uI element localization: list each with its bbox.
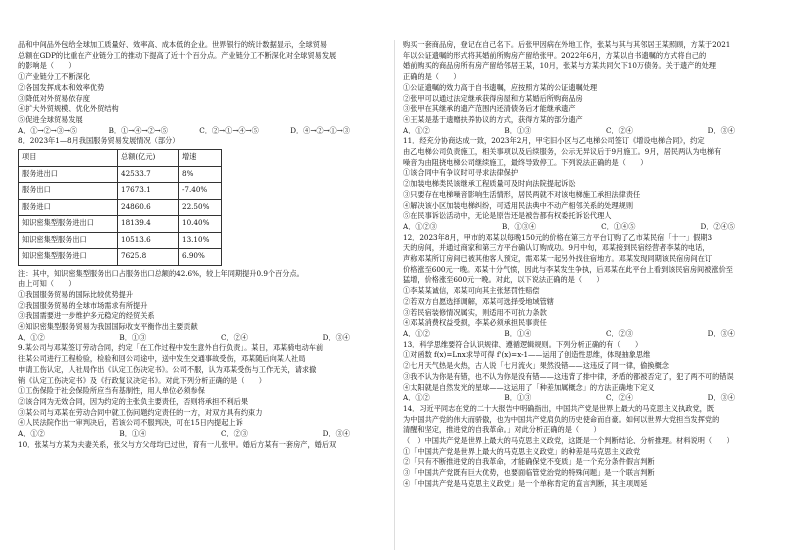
table-cell: 服务进出口 [19,166,118,183]
q7-item: ⑤促进全球贸易发展 [18,114,83,124]
q7-item: ②各国发挥成本和效率优势 [18,82,105,92]
table-header-row [19,150,222,167]
q10-line: 年以公证遗嘱的形式将其婚前所购房产留给张甲。2022年6月，方某以自书遗嘱的方式将自己的 [403,50,707,60]
q14-line: ②「只有不断推进党的自我革命，才能确保党不变质」是一个充分条件假言判断 [403,457,655,467]
q14-line: 为中国共产党的伟大而骄傲，也为中国共产党肩负的历史使命而自豪。如何以世界大党担当发挥党的 [403,414,720,424]
option-b: B．①④ [119,429,147,439]
q11-line: ④解决该小区加装电梯纠纷，可适用民法典中不动产相邻关系的处理规则 [403,200,634,210]
q10-line: ④王某是基于遗赠扶养协议的方式，获得方某的部分遗产 [403,114,583,124]
option-c: C．②④ [605,125,633,135]
table-cell: 42533.7 [118,166,179,183]
q13-line: ②七月天气热是火热，古人说「七月流火」果然没错——这违反了同一律，偷换概念 [403,361,669,371]
table-cell: 13.10% [179,232,222,249]
table-cell: 6.90% [179,249,222,266]
q11-line: ⑤在民事诉讼活动中，无论是原告还是被告都有权委托诉讼代理人 [403,211,612,221]
q13-line: 13．科学思维要符合认识规律、遵循逻辑规则。下列分析正确的有（ ） [403,339,643,349]
table-cell: 22.50% [179,199,222,216]
q12-line: ④邓某消费权益受损，李某必须承担民事责任 [403,318,547,328]
option-b: B．①③ [119,332,147,342]
table-cell: 10.40% [179,216,222,233]
q8-options [18,333,390,344]
q8-line: 由上可知（ ） [18,279,76,289]
q14-line: 14．习近平同志在党的二十大报告中明确指出，中国共产党是世界上最大的马克思主义执政党，既 [403,403,715,413]
right-column [403,40,775,490]
option-a: A．①② [403,125,430,135]
q7-item: ③降低对外贸易依存度 [18,93,90,103]
q11-line: 11．经充分协商达成一致，2023年2月，甲宅旧小区与乙电梯公司签订《增设电梯合同》，约定 [403,136,705,146]
table-cell: 10513.6 [118,232,179,249]
q9-options [18,429,390,440]
option-a: A．①② [18,429,45,439]
option-c: C．②④ [220,332,248,342]
q13-line: ④太阳就是自然发光的星球——这运用了「种差加属概念」的方法正确地下定义 [403,382,655,392]
option-d: D．③④ [707,125,735,135]
intro-line: 品和中间品外包给全球加工质量好、效率高、成本低的企业。世界银行的统计数据显示，全球贸易 [18,40,328,49]
q11-line: 由乙电梯公司负责施工，相关事项以及后续服务，公示无异议后于9月施工。9月，居民两认为电梯有 [403,147,722,157]
q13-line: ③我不认为你是有错，也不认为你是没有错——这违背了排中律，矛盾的都被否定了，犯了两不可的错误 [403,371,734,381]
table-cell: 知识密集型服务进出口 [19,216,118,233]
q13-line: ①对函数 f(x)=Lnx求导可得 f'(x)=x-1——运用了创造性思维，体现抽象思维 [403,350,651,360]
table-row [19,199,222,216]
table-row [19,232,222,249]
table-header: 增速 [179,150,222,167]
q9-line: ①工伤保险于社会保险所应当有基制性，用人单位必须参保 [18,386,205,396]
q12-options [403,329,775,340]
q8-line: ③我国需要进一步维护多元稳定的经贸关系 [18,311,155,321]
option-a: A．①② [403,328,430,338]
intro-line: 的影响是（ ） [18,61,76,71]
option-c: C．②④ [605,393,633,403]
option-c: C．②→①→④→⑤ [199,125,259,135]
q10-line: 购买一套商品房，登记在自己名下。后张甲因病在外地工作，张某与其与其邻居王某照顾，方某于2021 [403,40,731,49]
q10-line: ③张甲在其继承的遗产范围内还清债务后才能继承遗产 [403,104,576,114]
q8-line: ②我国服务贸易的全球市场需求有所提升 [18,300,148,310]
table-header: 总额(亿元) [118,150,179,167]
option-c: C．①④⑤ [601,221,636,231]
table-cell: 24860.6 [118,199,179,216]
option-b: B．①④ [504,328,532,338]
table-cell: 17673.1 [118,183,179,200]
table-cell: 服务出口 [19,183,118,200]
option-a: A．①→②→③→⑤ [18,125,78,135]
q10-line: 婚前购买的商品房所有房产留给邻居王某，10月，张某与方某共同欠下10万债务。关于遗产的处理 [403,61,716,71]
q9-line: 往某公司进行工程检验，检验和回公司途中，送中发生交通事故受伤，邓某随后向某人社局 [18,354,306,364]
q14-line: 清醒和坚定，推进党的自我革命。」对此分析正确的是（ ） [403,425,601,435]
table-cell: 服务进口 [19,199,118,216]
option-b: B．①→④→②→⑤ [108,125,168,135]
q8-line: ①我国服务贸易的国际比较优势提升 [18,289,134,299]
q12-line: ①李某某诚信，邓某可向其主张惩罚性赔偿 [403,286,540,296]
q9-line: 9.某公司与邓某签订劳动合同，约定「在工作过程中发生意外自行负责」。某日，邓某骑电动车前 [18,343,324,353]
table-cell: 知识密集型服务进口 [19,249,118,266]
option-b: B．①③ [504,393,532,403]
q10-line: ①公证遗嘱的效力高于自书遗嘱，应按照方某的公证遗嘱处理 [403,82,598,92]
q11-options [403,222,775,233]
option-d: D．③④ [707,328,735,338]
q12-line: 声称邓某所订房间已被其他客人预定，需邓某一起另外找住宿地方。邓某发现同期该民宿房间在订 [403,254,713,264]
q9-line: ②该合同为无效合同，因为约定的主张负主要责任，否则将承担不利后果 [18,396,249,406]
service-trade-table [18,149,222,266]
q14-line: ④「中国共产党是马克思主义政党」是一个单称肯定的直言判断，其主项周延 [403,478,648,488]
q9-line: 申请工伤认定，人社局作出《认定工伤决定书》。公司不服，认为邓某受伤与工作无关，请求撤 [18,364,317,374]
q14-line: ③「中国共产党既有巨大优势，也要面临管党治党的特殊问题」是一个联言判断 [403,468,655,478]
q12-line: 12．2023年8月，甲市的邓某以每晚150元的价格在第三方平台订购了乙市某民宿「十一」假期3 [403,232,713,242]
option-a: A．①②③ [403,221,437,231]
option-d: D．③④ [322,332,350,342]
q14-line: （ ）中国共产党是世界上最大的马克思主义政党，这既是一个判断结论、分析推理。材料说明（ ） [403,436,734,446]
q11-line: ②加装电梯类民该继承工程质量可及时向法院提起诉讼 [403,179,576,189]
option-d: D．③④ [707,393,735,403]
q12-line: ③若民宿装修情况属实，则适用不可抗力条款 [403,307,547,317]
q11-line: ①该合同中有争议时可寻求法律保护 [403,168,519,178]
table-cell: 7625.8 [118,249,179,266]
q10-options [403,126,775,137]
q14-line: ①「中国共产党是世界上最大的马克思主义政党」的种差是马克思主义政党 [403,446,641,456]
q11-line: ③只要存在电梯噪音影响生活情形，居民两就不对该电梯施工承担法律责任 [403,189,641,199]
table-cell: 8% [179,166,222,183]
q12-line: 天的房间，并通过商家和第三方平台确认订购成功。9月中旬，邓某接到民宿经营者李某的电话， [403,243,710,253]
q7-options [18,126,390,137]
q12-line: 猛增，价格涨至600元一晚。对此，以下说法正确的是（ ） [403,275,604,285]
option-c: C．②③ [605,328,633,338]
table-row [19,183,222,200]
option-a: A．①② [18,332,45,342]
q9-line: ④人民法院作出一审判决后，若该公司不服判决，可在15日内提起上诉 [18,418,243,428]
option-a: A．①② [403,393,430,403]
option-d: D．③④ [322,429,350,439]
q9-line: 销《认定工伤决定书》及《行政复议决定书》。对此下列分析正确的是（ ） [18,375,266,385]
q7-item: ④扩大外贸规模、优化外贸结构 [18,104,119,114]
q10-line: 正确的是（ ） [403,72,461,82]
q12-line: 价格涨至600元一晚。邓某十分气愤，因此与李某发生争执，后邓某在此平台上看到该民宿房间被涨价至 [403,264,733,274]
intro-line: 总额在GDP的比重在产业链分工的推动下提高了近十个百分点。产业链分工不断深化对全球贸易发展 [18,50,337,60]
table-row [19,249,222,266]
table-row [19,216,222,233]
q8-note: 注：其中，知识密集型服务出口占服务出口总额的42.6%，较上年同期提升0.9个百分点。 [18,268,304,278]
option-d: D．④→②→①→③ [290,125,350,135]
option-d: D．②④⑤ [700,221,735,231]
table-header: 项目 [19,150,118,167]
q12-line: ②若双方自愿选择调解，邓某可选择受地域管辖 [403,296,554,306]
q9-line: ③某公司与邓某在劳动合同中就工伤问题约定责任的一方，对双方具有约束力 [18,407,263,417]
q8-stem: 8．2023年1—8月我国服务贸易发展情况（部分） [18,136,180,146]
table-cell: -7.40% [179,183,222,200]
q11-line: 噪音为由阻挠电梯公司继续施工，最终导致停工。下列说法正确的是（ ） [403,157,648,167]
table-row [19,166,222,183]
column-divider [394,40,395,550]
q10-line: 10．张某与方某为夫妻关系，张父与方父母均已过世，育有一儿张甲。婚后方某有一套房产，婚后双 [18,439,337,449]
q13-options [403,393,775,404]
option-c: C．②③ [220,429,248,439]
q8-line: ④知识密集型服务贸易为我国国际收支平衡作出主要贡献 [18,322,198,332]
q7-item: ①产业链分工不断深化 [18,72,90,82]
left-column [18,40,390,450]
q10-line: ②张甲可以通过法定继承获得房屋和方某婚后所购商品房 [403,93,583,103]
table-cell: 18139.4 [118,216,179,233]
option-b: B．①③ [504,125,532,135]
table-cell: 知识密集型服务出口 [19,232,118,249]
option-b: B．①③④ [502,221,537,231]
